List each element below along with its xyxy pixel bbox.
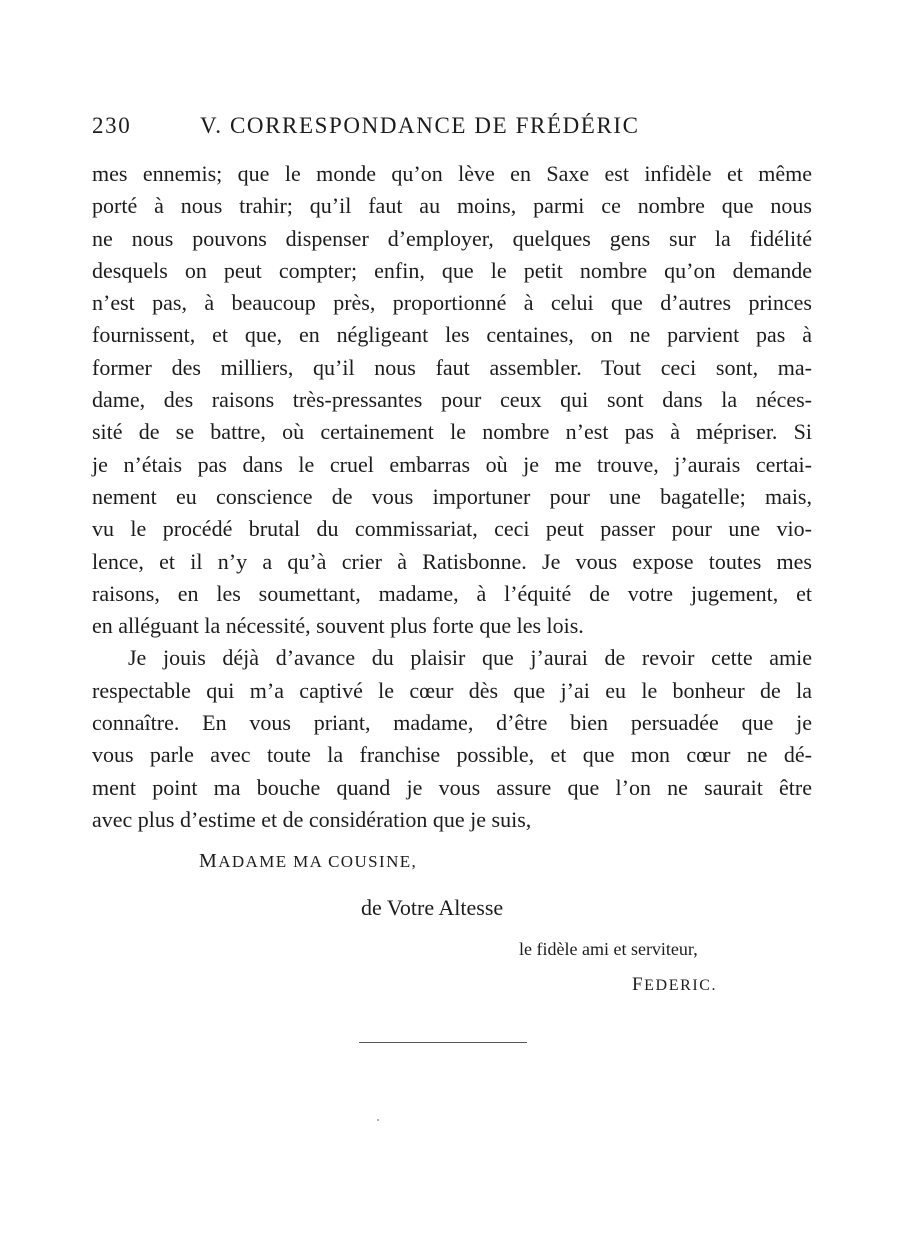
section-divider: [359, 1042, 527, 1043]
text-line: je n’étais pas dans le cruel embarras où je me trouve, j’aurais certai-: [92, 451, 812, 477]
text-line: n’est pas, à beaucoup près, proportionné à celui que d’autres princes: [92, 290, 812, 316]
signature-initial: F: [632, 974, 645, 995]
text-line: desquels on peut compter; enfin, que le petit nombre qu’on demande: [92, 257, 812, 283]
text-line: nement eu conscience de vous importuner pour une bagatelle; mais,: [92, 483, 812, 509]
salutation: [199, 850, 417, 873]
salutation-initial: M: [199, 850, 219, 872]
text-line: respectable qui m’a captivé le cœur dès que j’ai eu le bonheur de la: [92, 677, 812, 703]
text-line: porté à nous trahir; qu’il faut au moins, parmi ce nombre que nous: [92, 193, 812, 219]
text-line: connaître. En vous priant, madame, d’être bien persuadée que je: [92, 710, 812, 736]
text-line: sité de se battre, où certainement le nombre n’est pas à mépriser. Si: [92, 419, 812, 445]
paper-speck: [377, 1119, 379, 1121]
closing-ami: le fidèle ami et serviteur,: [519, 939, 698, 959]
text-line: dame, des raisons très-pressantes pour ceux qui sont dans la néces-: [92, 387, 812, 413]
closing-altesse: de Votre Altesse: [361, 895, 504, 920]
running-title: V. CORRESPONDANCE DE FRÉDÉRIC: [200, 113, 640, 138]
text-line: raisons, en les soumettant, madame, à l’équité de votre jugement, et: [92, 580, 812, 606]
text-line: former des milliers, qu’il nous faut assembler. Tout ceci sont, ma-: [92, 354, 812, 380]
text-line: mes ennemis; que le monde qu’on lève en Saxe est infidèle et même: [92, 161, 812, 186]
text-line: vous parle avec toute la franchise possible, et que mon cœur ne dé-: [92, 742, 812, 768]
text-line: ne nous pouvons dispenser d’employer, quelques gens sur la fidélité: [92, 225, 812, 251]
text-line: vu le procédé brutal du commissariat, ceci peut passer pour une vio-: [92, 516, 812, 542]
letter-body: [92, 158, 812, 836]
running-header: [92, 113, 812, 143]
text-line: lence, et il n’y a qu’à crier à Ratisbonne. Je vous expose toutes mes: [92, 548, 812, 574]
paragraph-end-line: avec plus d’estime et de considération que je suis,: [92, 806, 532, 832]
salutation-rest: ADAME MA COUSINE,: [218, 852, 418, 871]
text-line: fournissent, et que, en négligeant les centaines, on ne parvient pas à: [92, 322, 812, 348]
signature: [632, 974, 717, 996]
page-number: 230: [92, 113, 132, 138]
paragraph-end-line: en alléguant la nécessité, souvent plus forte que les lois.: [92, 613, 584, 639]
paragraph-start-line: Je jouis déjà d’avance du plaisir que j’aurai de revoir cette amie: [128, 645, 812, 671]
signature-rest: EDERIC.: [644, 977, 718, 994]
text-line: ment point ma bouche quand je vous assure que l’on ne saurait être: [92, 774, 812, 800]
